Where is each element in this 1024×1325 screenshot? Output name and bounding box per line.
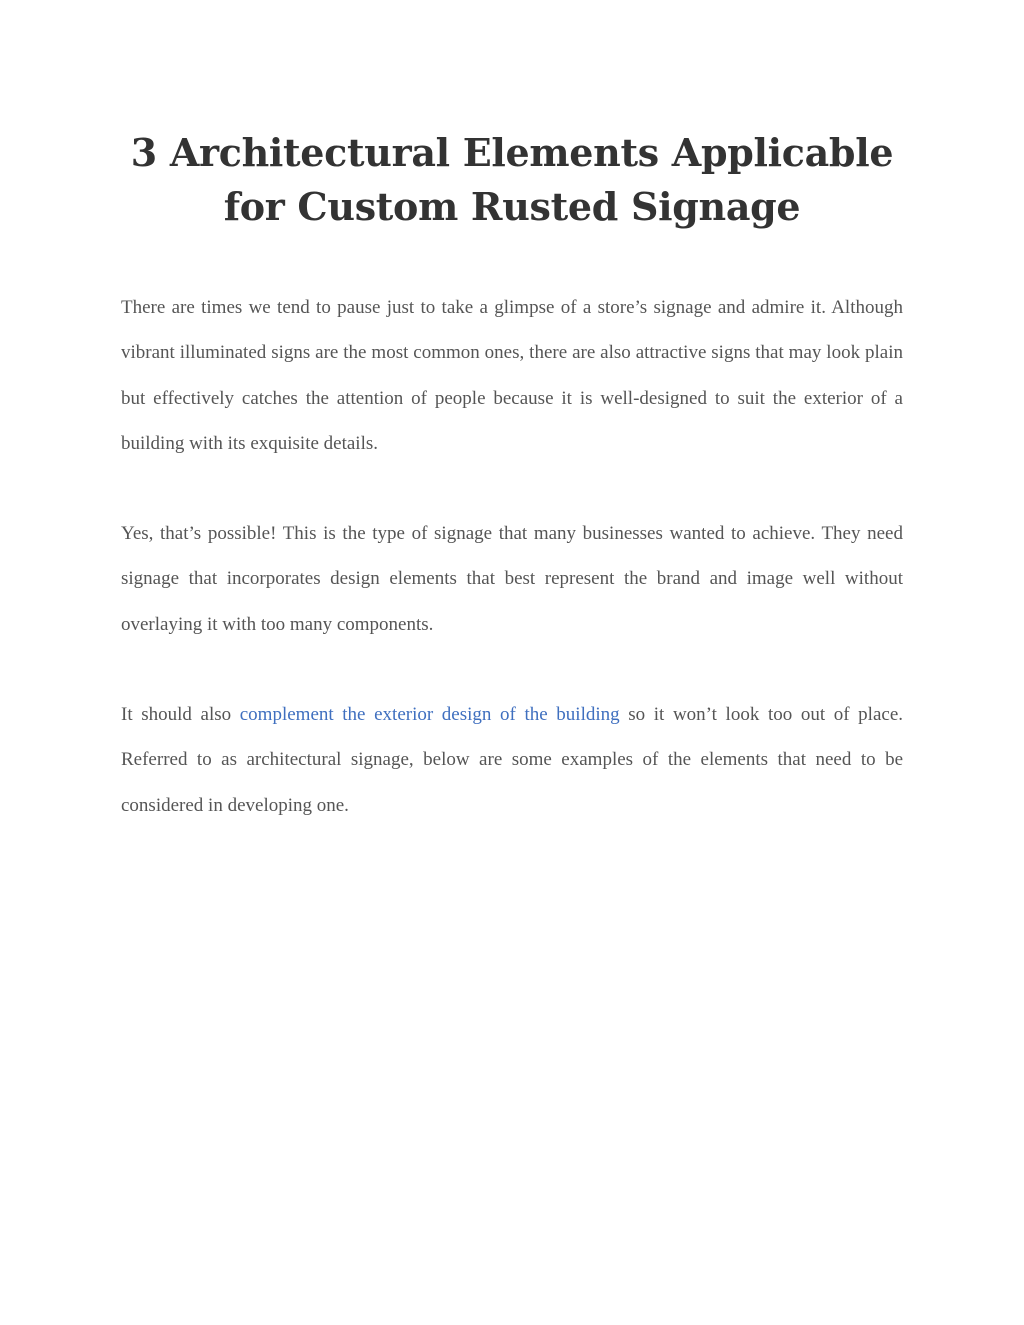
exterior-design-link[interactable]: complement the exterior design of the building [239, 704, 620, 725]
paragraph-text-after-link: so it won’t look too out of place. Referred to as architectural signage, below are some examples of the elements that need to be considered in developing one. [121, 704, 904, 816]
paragraph-text-before-link: It should also [121, 704, 240, 725]
paragraph-intro: There are times we tend to pause just to take a glimpse of a store’s signage and admire it. Although vibrant illuminated signs are the most common ones, there are also attractive signs that may look plain but effectively catches the attention of people because it is well-designed to suit the exterior of a building with its exquisite details. [121, 297, 903, 454]
paragraph-possible: Yes, that’s possible! This is the type of signage that many businesses wanted to achieve. They need signage that incorporates design elements that best represent the brand and image well without overlaying it with too many components. [121, 523, 903, 635]
paragraph-architectural [121, 692, 903, 828]
page-title: 3 Architectural Elements Applicable for Custom Rusted Signage [130, 130, 894, 229]
